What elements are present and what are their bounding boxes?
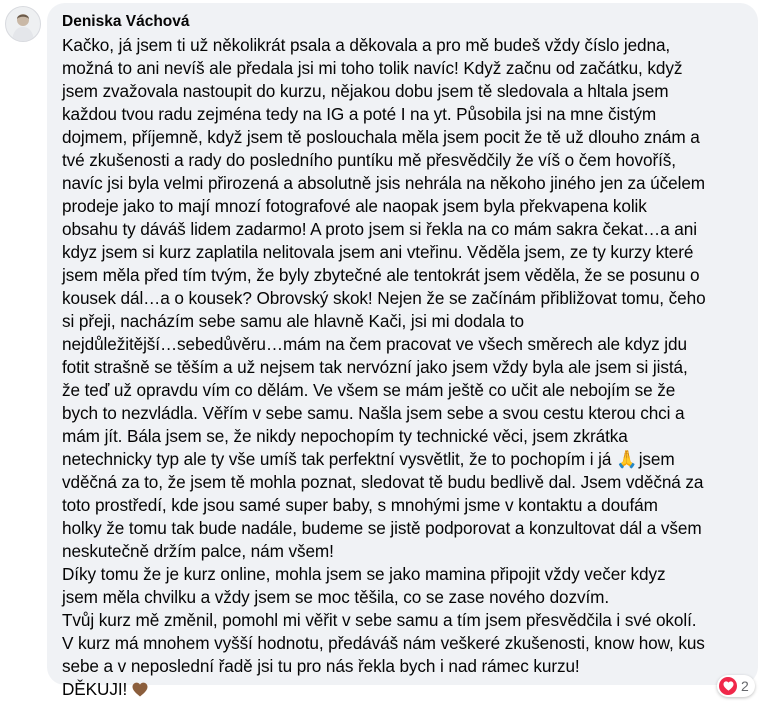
comment-line: jsem zvažovala nastoupit do kurzu, nějakou dobu jsem tě sledovala a hltala jsem <box>62 81 669 101</box>
comment-line: toto prostředí, kde jsou samé super baby, s mnohými jsme v kontaktu a doufám <box>62 495 658 515</box>
comment-bubble <box>47 3 758 699</box>
comment-author[interactable]: Deniska Váchová <box>62 13 190 30</box>
reaction-summary[interactable] <box>717 675 755 697</box>
avatar[interactable] <box>5 6 41 42</box>
comment-line: nejdůležitější…sebedůvěru…mám na čem pracovat ve všech směrech ale kdyz jdu <box>62 334 687 354</box>
comment-line: dojmem, příjemně, když jsem tě poslouchala měla jsem pocit že tě už dlouho znám a <box>62 127 700 147</box>
comment-line: bych to nezvládla. Věřím v sebe samu. Našla jsem sebe a svou cestu kterou chci a <box>62 403 685 423</box>
thanks-text: DĚKUJI! <box>62 679 128 699</box>
comment-line: Tvůj kurz mě změnil, pomohl mi věřit v sebe samu a tím jsem přesvědčila i své okolí. <box>62 610 697 630</box>
comment-line: každou tvou radu zejména tedy na IG a poté I na yt. Působila jsi na mne čistým <box>62 104 657 124</box>
comment-line: navíc jsi byla velmi přirozená a absolutně jsis nehrála na někoho jiného jen za účelem <box>62 173 705 193</box>
comment-line: kdyz jsem si kurz zaplatila nelitovala jsem ani vteřinu. Věděla jsem, ze ty kurzy které <box>62 242 694 262</box>
comment-line: obsahu ty dáváš lidem zadarmo! A proto jsem si řekla na co mám sakra čekat…a ani <box>62 219 697 239</box>
comment-line-part: netechnicky typ ale ty vše umíš tak perfektní vysvětlit, že to pochopím i já <box>62 449 612 469</box>
comment-line: Díky tomu že je kurz online, mohla jsem se jako mamina připojit vždy večer kdyz <box>62 564 666 584</box>
comment-line: si přeji, nacházím sebe samu ale hlavně Kači, jsi mi dodala to <box>62 311 524 331</box>
comment-line: vděčná za to, že jsem tě mohla poznat, sledovat tě budu bedlivě dal. Jsem vděčná za <box>62 472 704 492</box>
comment-line: tvé zkušenosti a rady do posledního puntíku mě přesvědčily že víš o čem hovoříš, <box>62 150 676 170</box>
thanks-line <box>62 678 744 701</box>
comment-text <box>62 34 744 701</box>
comment-line: že teď už opravdu vím co dělám. Ve všem se mám ještě co učit ale nebojím se že <box>62 380 676 400</box>
comment-line: kousek dál…a o kousek? Obrovský skok! Nejen že se začínám přibližovat tomu, čeho <box>62 288 706 308</box>
comment-line: prodeje jako to mají mnozí fotografové ale naopak jsem byla překvapena kolik <box>62 196 647 216</box>
reaction-count: 2 <box>741 678 749 694</box>
comment-line: možná to ani nevíš ale předala jsi mi toho tolik navíc! Když začnu od začátku, když <box>62 58 683 78</box>
comment-line-part: jsem <box>638 449 675 469</box>
comment-line: Kačko, já jsem ti už několikrát psala a děkovala a pro mě budeš vždy číslo jedna, <box>62 35 671 55</box>
comment-line: jsem měla chvilku a vždy jsem se moc těšila, co se zase nového dozvím. <box>62 587 610 607</box>
comment-line: sebe a v neposlední řadě jsi tu pro nás řekla bych i nad rámec kurzu! <box>62 656 580 676</box>
heart-reaction-icon <box>719 677 737 695</box>
comment-line: jsem měla před tím tvým, že byly zbytečné ale tentokrát jsem věděla, že se posunu o <box>62 265 700 285</box>
comment-line: holky že tomu tak bude nadále, budeme se jistě podporovat a konzultovat dál a všem <box>62 518 702 538</box>
folded-hands-emoji: 🙏 <box>616 449 638 469</box>
comment-line: V kurz má mnohem vyšší hodnotu, předáváš nám veškeré zkušenosti, know how, kus <box>62 633 705 653</box>
comment-line: mám jít. Bála jsem se, že nikdy nepochopím ty technické věci, jsem zkrátka <box>62 426 628 446</box>
comment-line-with-emoji <box>62 448 744 471</box>
comment-line: fotit strašně se těším a už nejsem tak nervózní jako jsem vždy byla ale jsem si jistá, <box>62 357 688 377</box>
comment-line: neskutečně držím palce, nám všem! <box>62 541 334 561</box>
brown-heart-icon <box>132 682 148 697</box>
